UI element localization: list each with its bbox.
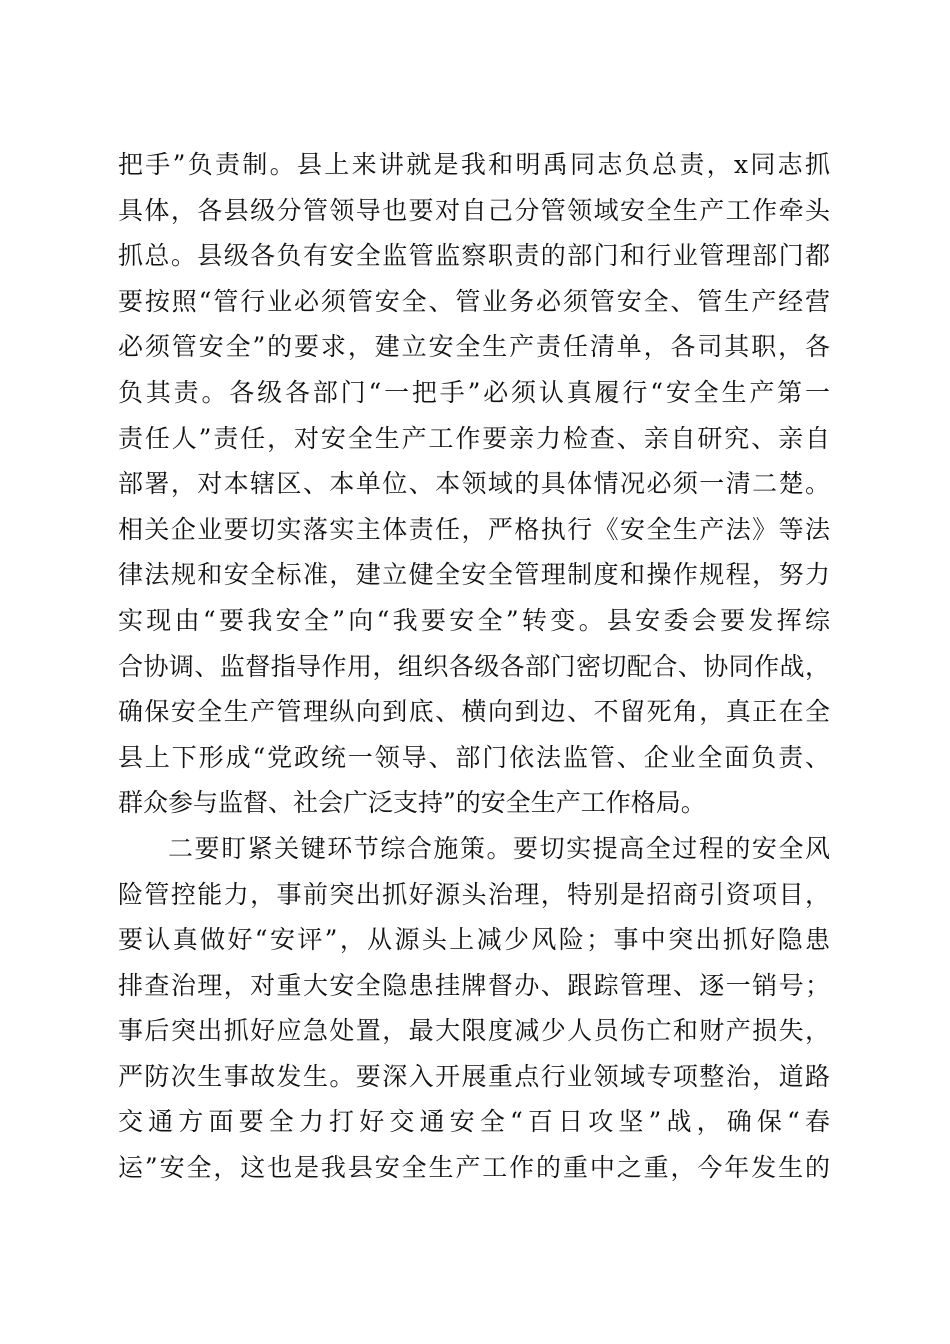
- text-line: 抓总。县级各负有安全监管监察职责的部门和行业管理部门都: [118, 241, 830, 271]
- paragraph-1: [118, 142, 830, 826]
- text-line: 县上下形成“党政统一领导、部门依法监管、企业全面负责、: [118, 742, 830, 772]
- text-line: 险管控能力，事前突出抓好源头治理，特别是招商引资项目，: [118, 879, 830, 909]
- text-line: 律法规和安全标准，建立健全安全管理制度和操作规程，努力: [118, 560, 830, 590]
- text-line: 严防次生事故发生。要深入开展重点行业领域专项整治，道路: [118, 1061, 830, 1091]
- text-line: 排查治理，对重大安全隐患挂牌督办、跟踪管理、逐一销号；: [118, 970, 830, 1000]
- text-line: 责任人”责任，对安全生产工作要亲力检查、亲自研究、亲自: [118, 423, 830, 453]
- text-line: 部署，对本辖区、本单位、本领域的具体情况必须一清二楚。: [118, 469, 830, 499]
- text-line: 二要盯紧关键环节综合施策。要切实提高全过程的安全风: [168, 833, 830, 863]
- text-line: 事后突出抓好应急处置，最大限度减少人员伤亡和财产损失，: [118, 1016, 830, 1046]
- paragraph-2: [118, 826, 830, 1191]
- text-line: 实现由“要我安全”向“我要安全”转变。县安委会要发挥综: [118, 605, 830, 635]
- text-line: 要按照“管行业必须管安全、管业务必须管安全、管生产经营: [118, 286, 830, 316]
- text-line: 合协调、监督指导作用，组织各级各部门密切配合、协同作战，: [118, 651, 830, 681]
- text-line: 负其责。各级各部门“一把手”必须认真履行“安全生产第一: [118, 377, 830, 407]
- text-line: 要认真做好“安评”，从源头上减少风险；事中突出抓好隐患: [118, 925, 830, 955]
- body-text: [118, 142, 830, 1191]
- text-line: 运”安全，这也是我县安全生产工作的重中之重，今年发生的: [118, 1153, 830, 1183]
- text-line: 把手”负责制。县上来讲就是我和明禹同志负总责，x同志抓: [118, 150, 830, 179]
- text-line: 交通方面要全力打好交通安全“百日攻坚”战，确保“春: [118, 1107, 830, 1137]
- text-line: 具体，各县级分管领导也要对自己分管领域安全生产工作牵头: [118, 195, 830, 225]
- text-line: 相关企业要切实落实主体责任，严格执行《安全生产法》等法: [118, 514, 830, 544]
- text-line: 确保安全生产管理纵向到底、横向到边、不留死角，真正在全: [118, 697, 830, 727]
- text-line: 群众参与监督、社会广泛支持”的安全生产工作格局。: [118, 788, 706, 818]
- text-line: 必须管安全”的要求，建立安全生产责任清单，各司其职，各: [118, 332, 830, 362]
